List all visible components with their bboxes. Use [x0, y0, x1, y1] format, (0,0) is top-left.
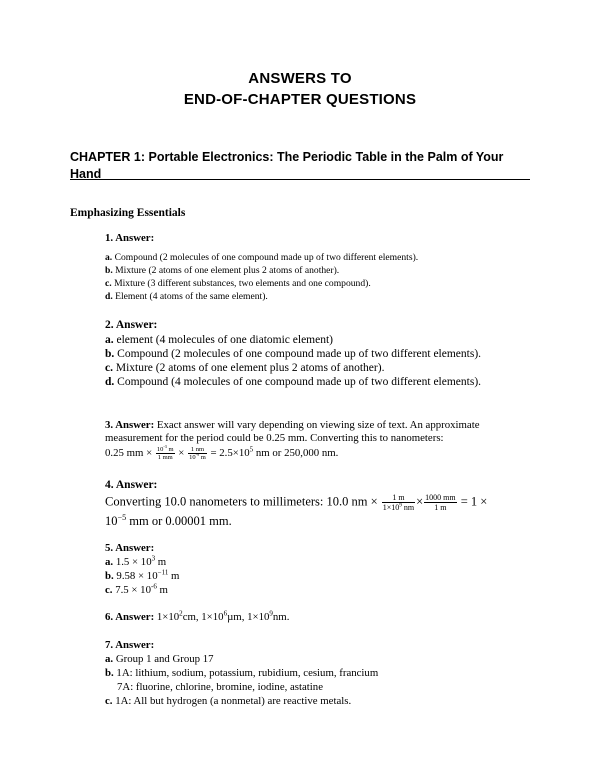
q7-item-b-cont: 7A: fluorine, chlorine, bromine, iodine, astatine — [117, 681, 323, 693]
section-heading: Emphasizing Essentials — [70, 207, 186, 219]
q5-item-b: b. $9.58 \times 10^{-11}$ m — [105, 568, 180, 582]
chapter-title: CHAPTER 1: Portable Electronics: The Periodic Table in the Palm of Your Hand — [70, 150, 504, 181]
page-title-line2: END-OF-CHAPTER QUESTIONS — [183, 91, 417, 108]
q4-label: 4. Answer: — [105, 479, 158, 491]
q1-item-d: d. Element (4 atoms of the same element). — [105, 291, 268, 302]
q5-label: 5. Answer: — [105, 542, 155, 554]
q3-fraction-1: $\frac{10^{-3} m}{1 mm}$ — [156, 443, 174, 461]
q2-item-b: b. Compound (2 molecules of one compound made up of two different elements). — [105, 348, 482, 360]
q3-line1: 3. Answer: Exact answer will vary depending on viewing size of text. An approximate — [105, 419, 480, 431]
q5-item-a: a. $1.5 \times 10^3$ m — [105, 554, 167, 568]
page-title-line1: ANSWERS TO — [248, 70, 352, 87]
q1-item-b: b. Mixture (2 atoms of one element plus 2 atoms of another). — [105, 265, 340, 276]
q2-item-c: c. Mixture (2 atoms of one element plus 2 atoms of another). — [105, 362, 385, 374]
chapter-rule — [70, 179, 530, 180]
q1-item-a: a. Compound (2 molecules of one compound made up of two different elements). — [105, 252, 419, 263]
q1-label: 1. Answer: — [105, 232, 155, 244]
q2-item-a: a. element (4 molecules of one diatomic element) — [105, 334, 334, 346]
q4-line2: $10^{-5}$ mm or 0.00001 mm. — [105, 512, 232, 528]
q4-line1: Converting 10.0 nanometers to millimeters: 10.0 nm × $\frac{1 m}{1\times 10^9 nm}$ × $\frac{1000 mm}{1 m}$ = 1 × — [105, 493, 488, 512]
q3-equation: 0.25 mm × $\frac{10^{-3} m}{1 mm}$ × $\frac{1 nm}{10^{-9} m}$ = $2.5\times 10^5$ nm or 250,000 nm. — [105, 443, 339, 461]
q7-item-b: b. 1A: lithium, sodium, potassium, rubidium, cesium, francium — [105, 667, 379, 679]
q2-label: 2. Answer: — [105, 319, 158, 331]
q2-item-d: d. Compound (4 molecules of one compound made up of two different elements). — [105, 376, 482, 388]
q6-answer: 6. Answer: $1\times 10^2cm$, $1\times 10^6\mu m$, $1\times 10^9nm$. — [105, 609, 290, 623]
q5-item-c: c. $7.5 \times 10^{-6}$ m — [105, 582, 168, 596]
q7-item-c: c. 1A: All but hydrogen (a nonmetal) are reactive metals. — [105, 695, 352, 707]
q1-item-c: c. Mixture (3 different substances, two elements and one compound). — [105, 278, 371, 289]
q7-item-a: a. Group 1 and Group 17 — [105, 653, 214, 665]
q3-fraction-2: $\frac{1 nm}{10^{-9} m}$ — [189, 446, 206, 461]
q4-fraction-1: $\frac{1 m}{1\times 10^9 nm}$ — [382, 493, 415, 512]
q3-line2: measurement for the period could be 0.25 mm. Converting this to nanometers: — [105, 432, 444, 444]
q4-fraction-2: $\frac{1000 mm}{1 m}$ — [425, 493, 456, 512]
q7-label: 7. Answer: — [105, 639, 155, 651]
